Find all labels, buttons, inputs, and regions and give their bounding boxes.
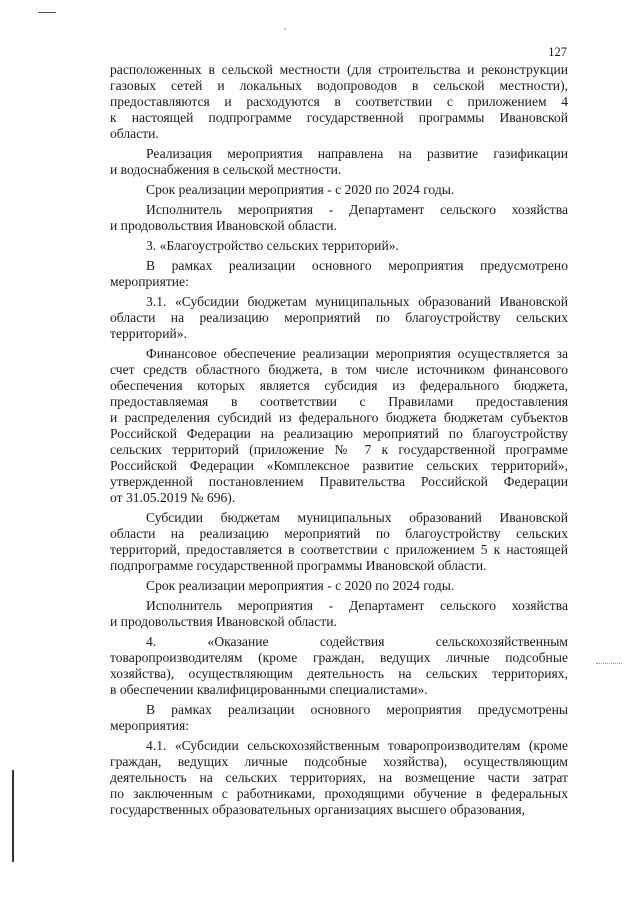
text-line: в обеспечении квалифицированными специалистами». [110, 682, 428, 697]
page-number: 127 [548, 45, 567, 59]
text-line: территорий, предоставляется в соответствии с приложением 5 к настоящей [110, 542, 568, 557]
scan-artifact-dot [284, 28, 286, 30]
text-line: от 31.05.2019 № 696). [110, 490, 236, 505]
paragraph [110, 62, 568, 142]
scan-edge-line [12, 770, 14, 862]
text-line: территорий». [110, 326, 187, 341]
paragraph [110, 578, 568, 594]
text-line: Российской Федерации «Комплексное развитие сельских территорий», [110, 458, 568, 473]
text-line: 3. «Благоустройство сельских территорий». [146, 238, 399, 253]
text-line: области. [110, 126, 159, 141]
text-line: области на реализацию мероприятий по благоустройству сельских [110, 310, 568, 325]
paragraph [110, 182, 568, 198]
text-line: области на реализацию мероприятий по благоустройству сельских [110, 526, 568, 541]
document-body [110, 62, 568, 818]
text-line: и водоснабжения в сельской местности. [110, 162, 342, 177]
text-line: утвержденной постановлением Правительства Российской Федерации [110, 474, 568, 489]
paragraph [110, 738, 568, 818]
text-line: Реализация мероприятия направлена на развитие газификации [146, 146, 568, 161]
text-line: деятельность на сельских территориях, на возмещение части затрат [110, 770, 568, 785]
text-line: 4.1. «Субсидии сельскохозяйственным товаропроизводителям (кроме [146, 738, 568, 753]
text-line: Срок реализации мероприятия - с 2020 по 2024 годы. [146, 182, 455, 197]
paragraph [110, 258, 568, 290]
text-line: подпрограмме государственной программы Ивановской области. [110, 558, 487, 573]
text-line: и продовольствия Ивановской области. [110, 614, 337, 629]
text-line: счет средств областного бюджета, в том числе источником финансового [110, 362, 568, 377]
paragraph [110, 238, 568, 254]
scan-artifact-dash [596, 663, 622, 664]
text-line: товаропроизводителям (кроме граждан, ведущих личные подсобные [110, 650, 568, 665]
text-line: предоставляемая в соответствии с Правилами предоставления [110, 394, 568, 409]
scan-artifact-mark [38, 12, 56, 13]
text-line: мероприятие: [110, 274, 189, 289]
paragraph [110, 634, 568, 698]
text-line: Субсидии бюджетам муниципальных образований Ивановской [146, 510, 568, 525]
text-line: 4. «Оказание содействия сельскохозяйственным [146, 634, 568, 649]
text-line: и продовольствия Ивановской области. [110, 218, 337, 233]
paragraph [110, 346, 568, 506]
text-line: 3.1. «Субсидии бюджетам муниципальных образований Ивановской [146, 294, 568, 309]
paragraph [110, 702, 568, 734]
text-line: обеспечения которых является субсидия из федерального бюджета, [110, 378, 568, 393]
paragraph [110, 146, 568, 178]
paragraph [110, 598, 568, 630]
text-line: мероприятия: [110, 718, 190, 733]
text-line: к настоящей подпрограмме государственной программы Ивановской [110, 110, 568, 125]
text-line: Российской Федерации на реализацию мероприятий по благоустройству [110, 426, 568, 441]
text-line: сельских территорий (приложение № 7 к государственной программе [110, 442, 568, 457]
text-line: Финансовое обеспечение реализации мероприятия осуществляется за [146, 346, 568, 361]
text-line: В рамках реализации основного мероприятия предусмотрены [146, 702, 568, 717]
paragraph [110, 294, 568, 342]
paragraph [110, 510, 568, 574]
text-line: газовых сетей и локальных водопроводов в сельской местности), [110, 78, 568, 93]
text-line: предоставляются и расходуются в соответствии с приложением 4 [110, 94, 568, 109]
text-line: государственных образовательных организациях высшего образования, [110, 802, 526, 817]
text-line: и распределения субсидий из федерального бюджета бюджетам субъектов [110, 410, 568, 425]
text-line: Исполнитель мероприятия - Департамент сельского хозяйства [146, 598, 568, 613]
text-line: расположенных в сельской местности (для строительства и реконструкции [110, 62, 568, 77]
text-line: Исполнитель мероприятия - Департамент сельского хозяйства [146, 202, 568, 217]
text-line: В рамках реализации основного мероприятия предусмотрено [146, 258, 568, 273]
text-line: граждан, ведущих личные подсобные хозяйства), осуществляющим [110, 754, 568, 769]
text-line: по заключенным с работниками, проходящими обучение в федеральных [110, 786, 568, 801]
text-line: хозяйства), осуществляющим деятельность на сельских территориях, [110, 666, 568, 681]
text-line: Срок реализации мероприятия - с 2020 по 2024 годы. [146, 578, 455, 593]
paragraph [110, 202, 568, 234]
